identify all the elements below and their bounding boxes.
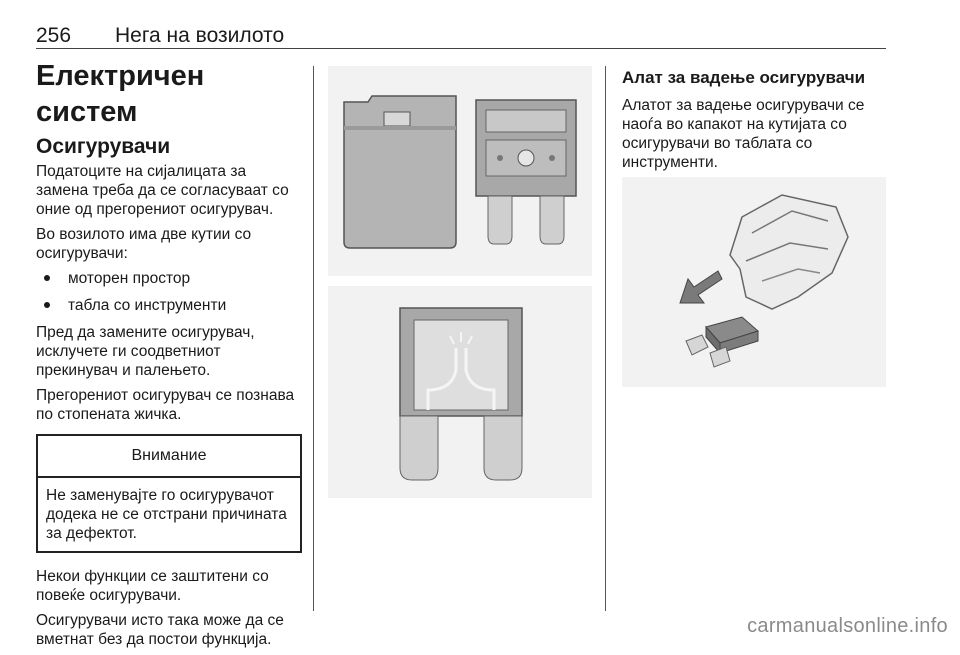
watermark: carmanualsonline.info bbox=[747, 615, 948, 637]
notice-box bbox=[36, 434, 302, 553]
page-number: 256 bbox=[36, 24, 72, 47]
fuse-figure-bottom bbox=[328, 286, 592, 498]
fuse-illustration-icon bbox=[328, 66, 592, 276]
header-divider bbox=[36, 48, 886, 49]
left-column bbox=[36, 58, 302, 655]
column-divider-left bbox=[313, 66, 314, 611]
fuse-figure-top bbox=[328, 66, 592, 276]
list-item-label: моторен простор bbox=[68, 270, 191, 287]
right-column bbox=[622, 67, 887, 178]
notice-body: Не заменувајте го осигурувачот додека не се отстрани причината за дефектот. bbox=[46, 487, 287, 542]
bullet-icon bbox=[44, 275, 50, 281]
fuse-extractor-tool-icon bbox=[622, 177, 886, 387]
list-item bbox=[36, 269, 302, 288]
page-header bbox=[36, 24, 886, 54]
paragraph-blown-fuse: Прегорениот осигурувач се познава по стопената жичка. bbox=[36, 387, 295, 423]
paragraph-fuse-boxes: Во возилото има две кутии со осигурувачи: bbox=[36, 226, 252, 262]
fuse-extractor-paragraph: Алатот за вадење осигурувачи се наоѓа во капакот на кутијата со осигурувачи во таблата со инструменти. bbox=[622, 97, 865, 171]
paragraph-spare-fuses: Осигурувачи исто така може да се вметнат без да постои функција. bbox=[36, 612, 284, 648]
paragraph-multiple-fuses: Некои функции се заштитени со повеќе осигурувачи. bbox=[36, 568, 269, 604]
paragraph-fuse-replacement: Податоците на сијалицата за замена треба да се согласуваат со оние од прегорениот осигурувач. bbox=[36, 163, 289, 218]
notice-title: Внимание bbox=[38, 436, 300, 478]
column-divider-right bbox=[605, 66, 606, 611]
list-item bbox=[36, 296, 302, 315]
fuse-extractor-figure bbox=[622, 177, 886, 387]
list-item-label: табла со инструменти bbox=[68, 297, 227, 314]
header-title: Нега на возилото bbox=[115, 24, 285, 47]
fuse-extractor-title: Алат за вадење осигурувачи bbox=[622, 68, 866, 87]
bullet-icon bbox=[44, 302, 50, 308]
section-title: Електричен систем bbox=[36, 60, 205, 128]
blown-fuse-icon bbox=[328, 286, 592, 498]
paragraph-switch-off: Пред да замените осигурувач, исклучете ги соодветниот прекинувач и палењето. bbox=[36, 324, 255, 379]
subsection-title: Осигурувачи bbox=[36, 135, 171, 158]
